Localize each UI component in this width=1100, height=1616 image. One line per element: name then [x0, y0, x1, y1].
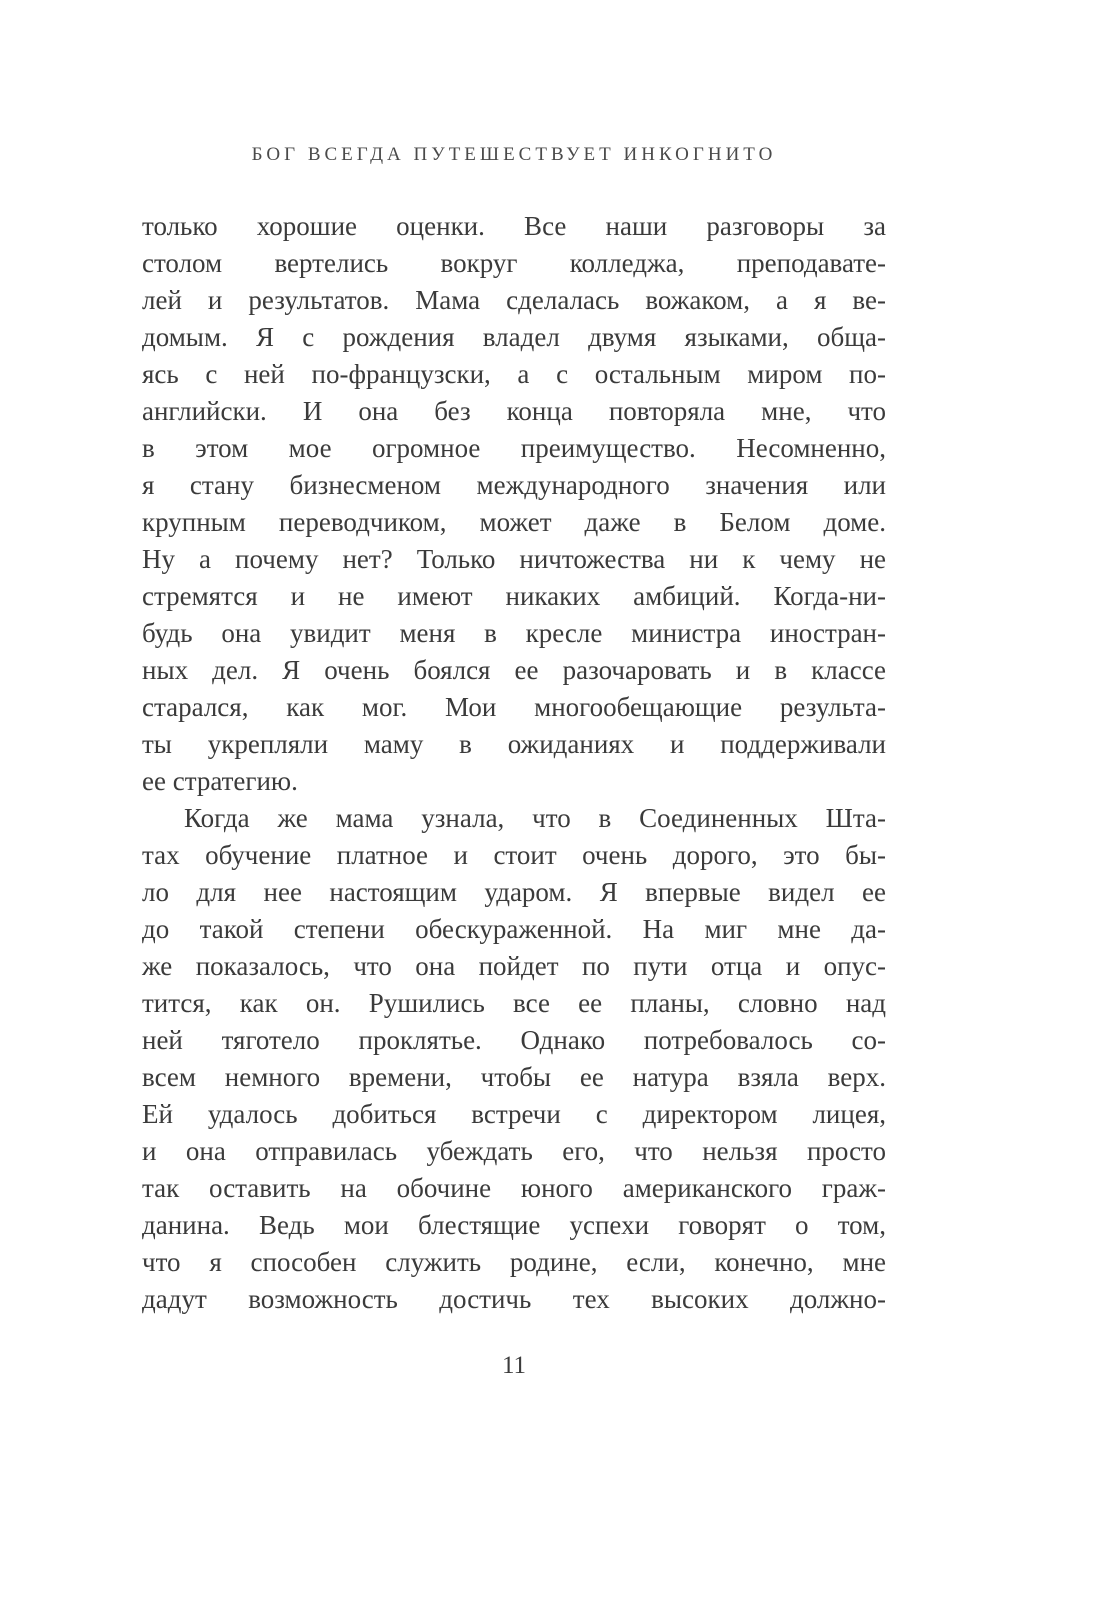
text-line: в этом мое огромное преимущество. Несомненно,: [142, 433, 886, 463]
text-line: тится, как он. Рушились все ее планы, словно над: [142, 988, 886, 1018]
paragraph: [142, 208, 886, 800]
text-line: тах обучение платное и стоит очень дорого, это бы-: [142, 840, 886, 870]
page-number: 11: [501, 1352, 527, 1379]
text-line: и она отправилась убеждать его, что нельзя просто: [142, 1136, 886, 1166]
text-line: так оставить на обочине юного американского граж-: [142, 1173, 886, 1203]
text-line: ты укрепляли маму в ожиданиях и поддерживали: [142, 729, 886, 759]
text-line: стремятся и не имеют никаких амбиций. Когда-ни-: [142, 581, 886, 611]
text-line: ее стратегию.: [142, 766, 298, 796]
text-line: только хорошие оценки. Все наши разговоры за: [142, 211, 886, 241]
book-page: [142, 0, 886, 1616]
text-line: ных дел. Я очень боялся ее разочаровать и в классе: [142, 655, 886, 685]
text-line: дадут возможность достичь тех высоких должно-: [142, 1284, 886, 1314]
text-line: домым. Я с рождения владел двумя языками, обща-: [142, 322, 886, 352]
paragraph: [142, 800, 886, 1318]
text-line: английски. И она без конца повторяла мне, что: [142, 396, 886, 426]
text-line: ней тяготело проклятье. Однако потребовалось со-: [142, 1025, 886, 1055]
text-line: я стану бизнесменом международного значения или: [142, 470, 886, 500]
text-line: ясь с ней по-французски, а с остальным миром по-: [142, 359, 886, 389]
text-line: же показалось, что она пойдет по пути отца и опус-: [142, 951, 886, 981]
text-line: всем немного времени, чтобы ее натура взяла верх.: [142, 1062, 886, 1092]
text-line: старался, как мог. Мои многообещающие результа-: [142, 692, 886, 722]
body-text: [142, 208, 886, 1318]
text-line: Ну а почему нет? Только ничтожества ни к чему не: [142, 544, 886, 574]
text-line: Когда же мама узнала, что в Соединенных Шта-: [184, 803, 886, 833]
text-line: крупным переводчиком, может даже в Белом доме.: [142, 507, 886, 537]
running-head: БОГ ВСЕГДА ПУТЕШЕСТВУЕТ ИНКОГНИТО: [251, 144, 777, 165]
text-line: лей и результатов. Мама сделалась вожаком, а я ве-: [142, 285, 886, 315]
text-line: данина. Ведь мои блестящие успехи говорят о том,: [142, 1210, 886, 1240]
text-line: ло для нее настоящим ударом. Я впервые видел ее: [142, 877, 886, 907]
text-line: Ей удалось добиться встречи с директором лицея,: [142, 1099, 886, 1129]
text-line: будь она увидит меня в кресле министра иностран-: [142, 618, 886, 648]
text-line: столом вертелись вокруг колледжа, преподавате-: [142, 248, 886, 278]
text-line: до такой степени обескураженной. На миг мне да-: [142, 914, 886, 944]
text-line: что я способен служить родине, если, конечно, мне: [142, 1247, 886, 1277]
